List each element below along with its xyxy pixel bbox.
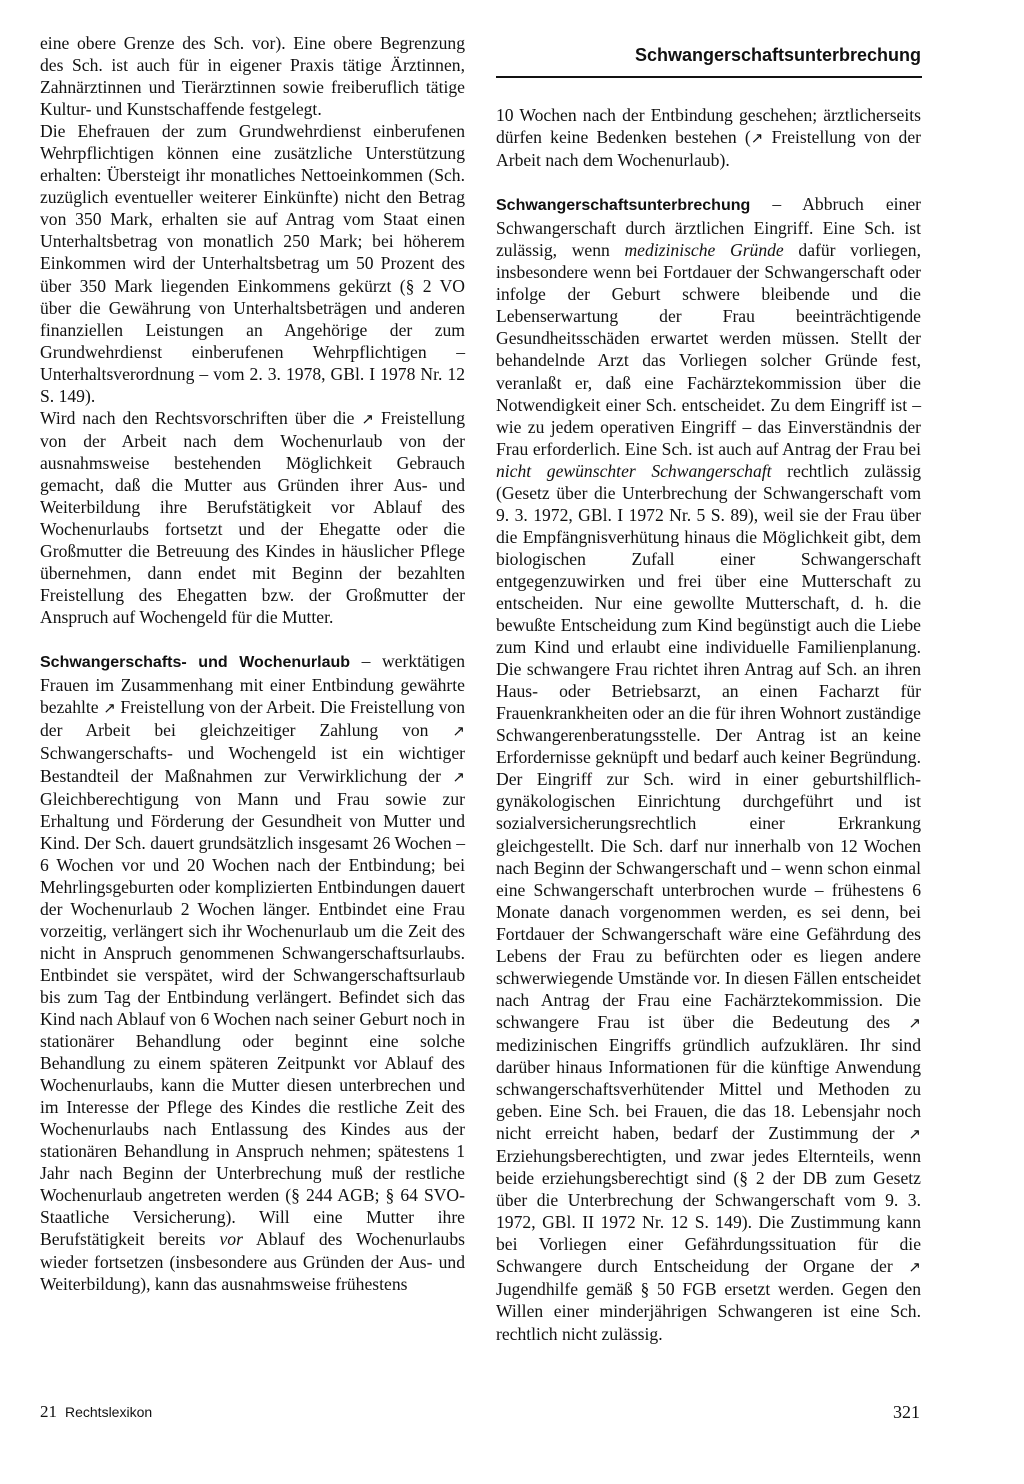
text-segment: dafür vorliegen, insbesondere wenn bei Fortdauer der Schwangerschaft oder infolge der Geburt schwere bleibende und die Lebenserwartung der Frau beeinträchtigende Gesundheitsschäden erwartet werden müssen. Stellt der behandelnde Arzt das Vorliegen solcher Gründe fest, veranlaßt er, daß eine Fachärztekommission über die Notwendigkeit einer Sch. entscheidet. Zu dem Eingriff ist – wie zu jedem operativen Eingriff – das Einverständnis der Frau erforderlich. Eine Sch. ist auch auf Antrag der Frau bei [496, 240, 921, 459]
text-segment: Jugendhilfe gemäß § 50 FGB ersetzt werden. Gegen den Willen einer minderjährigen Schwangeren ist eine Sch. rechtlich nicht zulässig. [496, 1279, 921, 1344]
text-segment: – Abbruch einer Schwangerschaft durch ärztlichen Eingriff. Eine Sch. ist zulässig, wenn [496, 194, 921, 261]
entry-maternity-leave [40, 650, 465, 1294]
paragraph-continuation [496, 104, 921, 171]
entry-headword: Schwangerschaftsunterbrechung [496, 197, 751, 215]
emphasis-text: vor [219, 1229, 243, 1250]
signature-number: 21 [40, 1402, 57, 1421]
right-column [496, 104, 921, 1345]
book-title: Rechtslexikon [65, 1404, 153, 1420]
text-segment: Ablauf des Wochenurlaubs wieder fortsetzen (insbesondere aus Gründen der Aus- und Weiterbildung), kann das ausnahmsweise frühestens [40, 1229, 465, 1294]
emphasis-text: nicht gewünschter Schwangerschaft [496, 460, 772, 481]
text-segment: medizinischen Eingriffs gründlich aufzuklären. Ihr sind darüber hinaus Informationen für die künftige Anwendung schwangerschaftsverhütender Mittel und Methoden zu geben. Eine Sch. bei Frauen, die das 18. Lebensjahr noch nicht erreicht haben, bedarf der Zustimmung der [496, 1034, 921, 1144]
left-column [40, 32, 465, 1295]
cross-reference-arrow-icon: ↗ [908, 1258, 921, 1277]
text-segment: Gleichberechtigung von Mann und Frau sowie zur Erhaltung und Förderung der Gesundheit von Mutter und Kind. Der Sch. dauert grundsätzlich insgesamt 26 Wochen – 6 Wochen vor und 20 Wochen nach der Entbindung; bei Mehrlingsgeburten oder komplizierten Entbindungen dauert der Wochenurlaub 2 Wochen länger. Entbindet eine Frau vorzeitig, verlängert sich ihr Wochenurlaub um die Zeit des nicht in Anspruch genommenen Schwangerschaftsurlaubs. Entbindet sie verspätet, wird der Schwangerschaftsurlaub bis zum Tag der Entbindung verlängert. Befindet sich das Kind nach Ablauf von 6 Wochen nach seiner Geburt noch in stationärer Behandlung oder beginnt eine solche Behandlung zu einem späteren Zeitpunkt vor Ablauf des Wochenurlaubs, kann die Mutter diesen unterbrechen und im Interesse der Pflege des Kindes die restliche Zeit des Wochenurlaubs nach Entlassung des Kindes aus der stationären Behandlung in Anspruch nehmen; spätestens 1 Jahr nach Beginn der Unterbrechung muß der restliche Wochenurlaub angetreten werden (§ 244 AGB; § 64 SVO-Staatliche Versicherung). Will eine Mutter ihre Berufstätigkeit bereits [40, 788, 465, 1250]
text-segment: – werktätigen Frauen im Zusammenhang mit einer Entbindung gewährte bezahlte [40, 651, 465, 718]
cross-reference-arrow-icon: ↗ [452, 767, 465, 786]
text-segment: rechtlich zulässig (Gesetz über die Unterbrechung der Schwangerschaft vom 9. 3. 1972, GBl. I 1972 Nr. 5 S. 89), weil sie der Frau über die Empfängnisverhütung hinaus die Möglichkeit gibt, dem biologischen Zufall einer Schwangerschaft entgegenzuwirken und frei über eine Mutterschaft zu entscheiden. Nur eine gewollte Mutterschaft, d. h. die bewußte Entscheidung zum Kind begünstigt auch die Liebe zum Kind und erlaubt eine individuelle Familienplanung. Die schwangere Frau richtet ihren Antrag auf Sch. an ihren Haus- oder Betriebsarzt, an einen Facharzt für Frauenkrankheiten oder an die für ihren Wohnort zuständige Schwangerenberatungsstelle. Der Antrag ist an keine Erfordernisse geknüpft und bedarf auch keiner Begründung. Der Eingriff zur Sch. wird in einer geburtshilflich-gynäkologischen Einrichtung durchgeführt und ist sozialversicherungsrechtlich einer Erkrankung gleichgestellt. Die Sch. darf nur innerhalb von 12 Wochen nach Beginn der Schwangerschaft und – wenn schon einmal eine Schwangerschaft unterbrochen wurde – frühestens 6 Monate danach vorgenommen werden, es sei denn, bei Fortdauer der Schwangerschaft wäre eine Gefährdung des Lebens der Frau zu befürchten oder es liegen andere schwerwiegende Umstände vor. In diesen Fällen entscheidet nach Antrag der Frau eine Fachärztekommission. Die schwangere Frau ist über die Bedeutung des [496, 460, 921, 1032]
paragraph-upper-limit: eine obere Grenze des Sch. vor). Eine obere Begrenzung des Sch. ist auch für in eigener Praxis tätige Ärztinnen, Zahnärztinnen und Tierärztinnen sowie freiberuflich tätige Kultur- und Kunstschaffende festgelegt. [40, 33, 465, 120]
text-segment: Freistellung von der Arbeit. Die Freistellung von der Arbeit bei gleichzeitiger Zahlung von [40, 697, 465, 741]
cross-reference-arrow-icon: ↗ [750, 129, 764, 148]
text-segment: Freistellung von der Arbeit nach dem Wochenurlaub von der ausnahmsweise bestehenden Möglichkeit Gebrauch gemacht, daß die Mutter aus Gründen ihrer Aus- und Weiterbildung ihre Berufstätigkeit vor Ablauf des Wochenurlaubs fortsetzt und der Ehegatte oder die Großmutter die Betreuung des Kindes in häuslicher Pflege übernehmen, dann endet mit Beginn der bezahlten Freistellung des Ehegatten bzw. der Großmutter der Anspruch auf Wochengeld für die Mutter. [40, 407, 465, 628]
paragraph-wives-of-conscripts: Die Ehefrauen der zum Grundwehrdienst einberufenen Wehrpflichtigen können eine zusätzliche Unterstützung erhalten: Übersteigt ihr monatliches Nettoeinkommen (Sch. zuzüglich eventueller weiterer Einkünfte) nicht den Betrag von 350 Mark, erhalten sie auf Antrag vom Staat einen Unterhaltsbetrag von monatlich 250 Mark; bei höherem Einkommen wird der Unterhaltsbetrag um 50 Prozent des über 350 Mark liegenden Einkommens gekürzt (§ 2 VO über die Gewährung von Unterhaltsbeträgen und anderen finanziellen Leistungen an Angehörige der zum Grundwehrdienst einberufenen Wehrpflichtigen – Unterhaltsverordnung – vom 2. 3. 1978, GBl. I 1978 Nr. 12 S. 149). [40, 121, 465, 406]
cross-reference-arrow-icon: ↗ [908, 1125, 921, 1144]
page-number: 321 [893, 1402, 920, 1422]
text-segment: Schwangerschafts- und Wochengeld ist ein wichtiger Bestandteil der Maßnahmen zur Verwirklichung der [40, 743, 465, 786]
header-rule [496, 76, 922, 78]
cross-reference-arrow-icon: ↗ [452, 722, 465, 741]
text-segment: 10 Wochen nach der Entbindung geschehen; ärztlicherseits dürfen keine Bedenken bestehen ( [496, 105, 921, 148]
entry-termination-of-pregnancy [496, 193, 921, 1344]
cross-reference-arrow-icon: ↗ [361, 409, 374, 428]
cross-reference-arrow-icon: ↗ [103, 699, 116, 718]
text-segment: Erziehungsberechtigten, und zwar jedes Elternteils, wenn beide erziehungsberechtigt sind (§ 2 der DB zum Gesetz über die Unterbrechung der Schwangerschaft vom 9. 3. 1972, GBl. II 1972 Nr. 12 S. 149). Die Zustimmung kann bei Vorliegen einer Gefährdungssituation für die Schwangere durch Entscheidung der Organe der [496, 1146, 921, 1277]
emphasis-text: medizinische Gründe [624, 240, 784, 261]
paragraph-release-after-maternity-leave [40, 407, 465, 628]
entry-headword: Schwangerschafts- und Wochenurlaub [40, 654, 351, 672]
text-segment: Freistellung von der Arbeit nach dem Wochenurlaub). [496, 127, 921, 171]
text-segment: Wird nach den Rechtsvorschriften über die [40, 407, 355, 428]
footer-signature [40, 1401, 152, 1423]
cross-reference-arrow-icon: ↗ [908, 1013, 921, 1032]
running-head: Schwangerschaftsunterbrechung [634, 45, 921, 65]
